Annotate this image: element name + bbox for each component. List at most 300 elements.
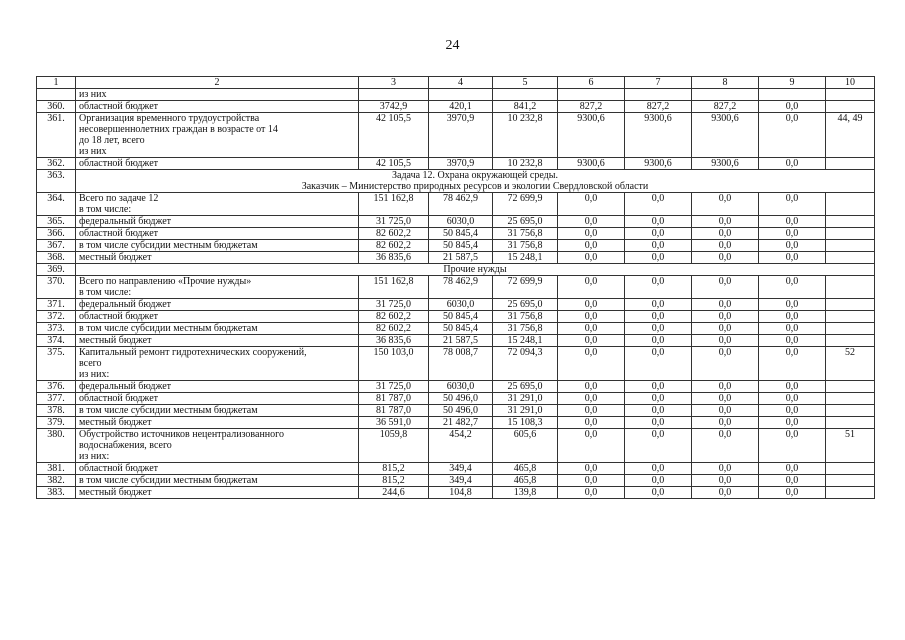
description-line: областной бюджет xyxy=(79,101,159,112)
value-cell: 104,8 xyxy=(429,487,493,499)
table-row xyxy=(37,405,875,417)
row-description xyxy=(76,487,359,499)
value-cell: 0,0 xyxy=(625,299,692,311)
description-line: в том числе: xyxy=(79,287,132,298)
row-description xyxy=(76,393,359,405)
table-row xyxy=(37,101,875,113)
value-cell: 42 105,5 xyxy=(359,113,429,158)
value-cell: 0,0 xyxy=(759,158,826,170)
value-cell: 42 105,5 xyxy=(359,158,429,170)
value-cell: 21 482,7 xyxy=(429,417,493,429)
row-description xyxy=(76,463,359,475)
value-cell: 31 756,8 xyxy=(493,323,558,335)
row-description xyxy=(76,193,359,216)
value-cell: 0,0 xyxy=(625,429,692,463)
table-row xyxy=(37,487,875,499)
table-row xyxy=(37,393,875,405)
value-cell: 465,8 xyxy=(493,463,558,475)
value-cell: 81 787,0 xyxy=(359,405,429,417)
description-line: водоснабжения, всего xyxy=(79,440,172,451)
value-cell: 15 248,1 xyxy=(493,335,558,347)
description-line: Организация временного трудоустройства xyxy=(79,113,260,124)
description-line: областной бюджет xyxy=(79,228,159,239)
row-number: 383. xyxy=(37,487,76,499)
row-description xyxy=(76,475,359,487)
value-cell: 465,8 xyxy=(493,475,558,487)
value-cell xyxy=(826,193,875,216)
value-cell: 81 787,0 xyxy=(359,393,429,405)
description-line: областной бюджет xyxy=(79,393,159,404)
value-cell: 9300,6 xyxy=(558,113,625,158)
table-row xyxy=(37,417,875,429)
value-cell: 50 845,4 xyxy=(429,323,493,335)
row-description xyxy=(76,276,359,299)
value-cell: 0,0 xyxy=(625,228,692,240)
value-cell: 0,0 xyxy=(692,429,759,463)
value-cell: 78 462,9 xyxy=(429,276,493,299)
value-cell: 6030,0 xyxy=(429,216,493,228)
row-number: 367. xyxy=(37,240,76,252)
value-cell: 15 248,1 xyxy=(493,252,558,264)
value-cell: 0,0 xyxy=(692,276,759,299)
value-cell xyxy=(826,475,875,487)
value-cell: 0,0 xyxy=(759,463,826,475)
row-description xyxy=(76,405,359,417)
table-row xyxy=(37,347,875,381)
value-cell: 72 699,9 xyxy=(493,193,558,216)
value-cell: 0,0 xyxy=(692,252,759,264)
description-line: федеральный бюджет xyxy=(79,216,172,227)
description-line: Всего по направлению «Прочие нужды» xyxy=(79,276,252,287)
description-line: областной бюджет xyxy=(79,463,159,474)
value-cell: 0,0 xyxy=(692,487,759,499)
row-number: 368. xyxy=(37,252,76,264)
value-cell: 841,2 xyxy=(493,101,558,113)
row-number: 382. xyxy=(37,475,76,487)
row-number xyxy=(37,89,76,101)
value-cell: 0,0 xyxy=(759,299,826,311)
value-cell: 0,0 xyxy=(625,393,692,405)
value-cell: 51 xyxy=(826,429,875,463)
description-line: местный бюджет xyxy=(79,487,152,498)
value-cell: 0,0 xyxy=(625,252,692,264)
value-cell: 50 845,4 xyxy=(429,240,493,252)
value-cell: 0,0 xyxy=(625,347,692,381)
value-cell xyxy=(826,417,875,429)
description-line: областной бюджет xyxy=(79,311,159,322)
value-cell: 31 291,0 xyxy=(493,405,558,417)
description-line: из них xyxy=(79,146,107,157)
value-cell: 0,0 xyxy=(759,429,826,463)
column-header: 2 xyxy=(76,77,359,89)
value-cell xyxy=(826,463,875,475)
value-cell: 0,0 xyxy=(625,405,692,417)
table-row xyxy=(37,429,875,463)
table-row xyxy=(37,252,875,264)
value-cell: 0,0 xyxy=(692,417,759,429)
row-number: 376. xyxy=(37,381,76,393)
value-cell: 10 232,8 xyxy=(493,158,558,170)
value-cell: 139,8 xyxy=(493,487,558,499)
value-cell: 0,0 xyxy=(625,216,692,228)
description-line: Прочие нужды xyxy=(443,264,507,275)
table-row xyxy=(37,335,875,347)
description-line: Обустройство источников нецентрализованного xyxy=(79,429,285,440)
value-cell: 0,0 xyxy=(692,299,759,311)
value-cell: 0,0 xyxy=(558,240,625,252)
value-cell: 0,0 xyxy=(692,393,759,405)
value-cell: 0,0 xyxy=(625,193,692,216)
column-header: 5 xyxy=(493,77,558,89)
value-cell: 0,0 xyxy=(558,335,625,347)
value-cell xyxy=(826,323,875,335)
value-cell: 815,2 xyxy=(359,463,429,475)
value-cell: 0,0 xyxy=(692,240,759,252)
description-line: в том числе субсидии местным бюджетам xyxy=(79,475,258,486)
value-cell xyxy=(429,89,493,101)
value-cell: 0,0 xyxy=(759,240,826,252)
value-cell: 50 845,4 xyxy=(429,228,493,240)
value-cell: 31 756,8 xyxy=(493,240,558,252)
row-number: 372. xyxy=(37,311,76,323)
row-description xyxy=(76,311,359,323)
table-row xyxy=(37,381,875,393)
value-cell: 0,0 xyxy=(625,240,692,252)
row-number: 381. xyxy=(37,463,76,475)
value-cell: 420,1 xyxy=(429,101,493,113)
value-cell: 0,0 xyxy=(759,347,826,381)
value-cell: 0,0 xyxy=(692,228,759,240)
value-cell: 0,0 xyxy=(625,323,692,335)
value-cell: 0,0 xyxy=(558,417,625,429)
value-cell: 0,0 xyxy=(692,405,759,417)
value-cell: 0,0 xyxy=(759,323,826,335)
table-row xyxy=(37,240,875,252)
value-cell: 9300,6 xyxy=(625,158,692,170)
value-cell: 0,0 xyxy=(558,276,625,299)
value-cell: 0,0 xyxy=(558,393,625,405)
value-cell: 0,0 xyxy=(692,335,759,347)
value-cell: 0,0 xyxy=(558,193,625,216)
section-caption xyxy=(76,264,875,276)
row-description xyxy=(76,429,359,463)
value-cell: 21 587,5 xyxy=(429,335,493,347)
description-line: несовершеннолетних граждан в возрасте от 14 xyxy=(79,124,278,135)
row-number: 373. xyxy=(37,323,76,335)
row-description xyxy=(76,335,359,347)
row-number: 379. xyxy=(37,417,76,429)
column-header: 8 xyxy=(692,77,759,89)
row-number: 377. xyxy=(37,393,76,405)
row-number: 362. xyxy=(37,158,76,170)
value-cell: 44, 49 xyxy=(826,113,875,158)
value-cell: 82 602,2 xyxy=(359,311,429,323)
value-cell: 0,0 xyxy=(558,463,625,475)
table-row xyxy=(37,276,875,299)
value-cell xyxy=(826,89,875,101)
row-description xyxy=(76,381,359,393)
value-cell: 0,0 xyxy=(558,381,625,393)
value-cell: 244,6 xyxy=(359,487,429,499)
value-cell: 50 845,4 xyxy=(429,311,493,323)
value-cell: 0,0 xyxy=(759,193,826,216)
value-cell: 0,0 xyxy=(692,475,759,487)
section-caption-row xyxy=(37,264,875,276)
value-cell: 0,0 xyxy=(759,276,826,299)
value-cell xyxy=(625,89,692,101)
value-cell: 0,0 xyxy=(692,216,759,228)
table-row xyxy=(37,113,875,158)
value-cell xyxy=(826,335,875,347)
description-line: в том числе: xyxy=(79,204,132,215)
table-row xyxy=(37,89,875,101)
value-cell: 36 835,6 xyxy=(359,252,429,264)
value-cell xyxy=(826,158,875,170)
value-cell: 0,0 xyxy=(558,405,625,417)
value-cell xyxy=(826,405,875,417)
value-cell: 0,0 xyxy=(558,216,625,228)
value-cell: 25 695,0 xyxy=(493,216,558,228)
value-cell: 0,0 xyxy=(558,299,625,311)
value-cell: 0,0 xyxy=(759,335,826,347)
value-cell: 815,2 xyxy=(359,475,429,487)
description-line: в том числе субсидии местным бюджетам xyxy=(79,323,258,334)
column-header: 10 xyxy=(826,77,875,89)
value-cell: 9300,6 xyxy=(692,158,759,170)
value-cell xyxy=(826,101,875,113)
row-description xyxy=(76,347,359,381)
description-line: федеральный бюджет xyxy=(79,381,172,392)
page-number: 24 xyxy=(445,38,460,53)
value-cell: 0,0 xyxy=(759,405,826,417)
value-cell xyxy=(826,252,875,264)
value-cell: 0,0 xyxy=(558,487,625,499)
row-number: 366. xyxy=(37,228,76,240)
value-cell: 0,0 xyxy=(759,475,826,487)
value-cell: 6030,0 xyxy=(429,299,493,311)
row-number: 370. xyxy=(37,276,76,299)
value-cell: 0,0 xyxy=(692,311,759,323)
value-cell: 72 094,3 xyxy=(493,347,558,381)
description-line: федеральный бюджет xyxy=(79,299,172,310)
value-cell: 827,2 xyxy=(692,101,759,113)
table-body xyxy=(37,89,875,499)
value-cell: 454,2 xyxy=(429,429,493,463)
value-cell: 0,0 xyxy=(558,311,625,323)
value-cell xyxy=(692,89,759,101)
value-cell xyxy=(826,381,875,393)
value-cell: 0,0 xyxy=(625,463,692,475)
value-cell: 349,4 xyxy=(429,475,493,487)
value-cell: 0,0 xyxy=(625,311,692,323)
row-description xyxy=(76,417,359,429)
value-cell: 3742,9 xyxy=(359,101,429,113)
row-number: 360. xyxy=(37,101,76,113)
value-cell: 0,0 xyxy=(625,417,692,429)
value-cell: 50 496,0 xyxy=(429,393,493,405)
description-line: в том числе субсидии местным бюджетам xyxy=(79,240,258,251)
value-cell: 78 008,7 xyxy=(429,347,493,381)
value-cell: 15 108,3 xyxy=(493,417,558,429)
description-line: областной бюджет xyxy=(79,158,159,169)
value-cell: 10 232,8 xyxy=(493,113,558,158)
value-cell: 0,0 xyxy=(759,487,826,499)
value-cell: 827,2 xyxy=(625,101,692,113)
value-cell: 82 602,2 xyxy=(359,323,429,335)
column-header: 4 xyxy=(429,77,493,89)
value-cell: 3970,9 xyxy=(429,158,493,170)
value-cell: 25 695,0 xyxy=(493,381,558,393)
value-cell: 0,0 xyxy=(759,381,826,393)
value-cell: 78 462,9 xyxy=(429,193,493,216)
row-number: 380. xyxy=(37,429,76,463)
value-cell: 0,0 xyxy=(759,311,826,323)
value-cell: 0,0 xyxy=(759,228,826,240)
value-cell: 50 496,0 xyxy=(429,405,493,417)
value-cell: 52 xyxy=(826,347,875,381)
budget-table xyxy=(36,76,875,499)
description-line: до 18 лет, всего xyxy=(79,135,145,146)
value-cell: 0,0 xyxy=(558,429,625,463)
value-cell xyxy=(493,89,558,101)
row-number: 363. xyxy=(37,170,76,193)
row-number: 365. xyxy=(37,216,76,228)
value-cell: 0,0 xyxy=(759,252,826,264)
value-cell xyxy=(826,240,875,252)
value-cell: 0,0 xyxy=(625,276,692,299)
value-cell: 9300,6 xyxy=(625,113,692,158)
value-cell: 21 587,5 xyxy=(429,252,493,264)
value-cell xyxy=(826,393,875,405)
value-cell: 0,0 xyxy=(692,381,759,393)
row-description xyxy=(76,158,359,170)
value-cell: 31 756,8 xyxy=(493,228,558,240)
row-description xyxy=(76,216,359,228)
description-line: из них: xyxy=(79,451,110,462)
value-cell: 0,0 xyxy=(558,228,625,240)
value-cell: 9300,6 xyxy=(558,158,625,170)
table-row xyxy=(37,463,875,475)
row-number: 369. xyxy=(37,264,76,276)
value-cell: 151 162,8 xyxy=(359,276,429,299)
value-cell xyxy=(826,276,875,299)
value-cell: 0,0 xyxy=(625,381,692,393)
value-cell: 1059,8 xyxy=(359,429,429,463)
value-cell xyxy=(826,299,875,311)
value-cell: 0,0 xyxy=(625,487,692,499)
table-row xyxy=(37,323,875,335)
table-row xyxy=(37,475,875,487)
value-cell: 349,4 xyxy=(429,463,493,475)
value-cell: 0,0 xyxy=(558,252,625,264)
value-cell: 827,2 xyxy=(558,101,625,113)
row-description xyxy=(76,323,359,335)
value-cell: 0,0 xyxy=(759,216,826,228)
value-cell: 36 591,0 xyxy=(359,417,429,429)
column-header: 1 xyxy=(37,77,76,89)
value-cell: 31 756,8 xyxy=(493,311,558,323)
table-row xyxy=(37,311,875,323)
value-cell: 0,0 xyxy=(625,335,692,347)
value-cell xyxy=(826,216,875,228)
row-description xyxy=(76,113,359,158)
value-cell: 0,0 xyxy=(759,101,826,113)
value-cell: 6030,0 xyxy=(429,381,493,393)
value-cell: 31 291,0 xyxy=(493,393,558,405)
value-cell: 9300,6 xyxy=(692,113,759,158)
section-caption xyxy=(76,170,875,193)
value-cell: 0,0 xyxy=(759,393,826,405)
value-cell: 0,0 xyxy=(692,323,759,335)
header-row xyxy=(37,77,875,89)
table-row xyxy=(37,299,875,311)
value-cell: 0,0 xyxy=(759,113,826,158)
description-line: всего xyxy=(79,358,102,369)
description-line: в том числе субсидии местным бюджетам xyxy=(79,405,258,416)
value-cell: 36 835,6 xyxy=(359,335,429,347)
row-description xyxy=(76,101,359,113)
value-cell xyxy=(558,89,625,101)
value-cell xyxy=(759,89,826,101)
row-description xyxy=(76,299,359,311)
description-line: местный бюджет xyxy=(79,417,152,428)
description-line: из них xyxy=(79,89,107,100)
row-number: 378. xyxy=(37,405,76,417)
description-line: Капитальный ремонт гидротехнических сооружений, xyxy=(79,347,307,358)
value-cell: 3970,9 xyxy=(429,113,493,158)
column-header: 6 xyxy=(558,77,625,89)
value-cell: 0,0 xyxy=(625,475,692,487)
column-header: 9 xyxy=(759,77,826,89)
table-row xyxy=(37,193,875,216)
description-line: местный бюджет xyxy=(79,252,152,263)
value-cell: 605,6 xyxy=(493,429,558,463)
description-line: местный бюджет xyxy=(79,335,152,346)
value-cell: 72 699,9 xyxy=(493,276,558,299)
value-cell: 0,0 xyxy=(692,347,759,381)
description-line: Заказчик – Министерство природных ресурсов и экологии Свердловской области xyxy=(301,181,649,192)
value-cell xyxy=(826,311,875,323)
value-cell: 82 602,2 xyxy=(359,228,429,240)
row-number: 361. xyxy=(37,113,76,158)
value-cell xyxy=(826,228,875,240)
table-row xyxy=(37,158,875,170)
description-line: Всего по задаче 12 xyxy=(79,193,159,204)
value-cell: 0,0 xyxy=(692,463,759,475)
value-cell: 31 725,0 xyxy=(359,216,429,228)
row-description xyxy=(76,240,359,252)
value-cell: 150 103,0 xyxy=(359,347,429,381)
value-cell: 25 695,0 xyxy=(493,299,558,311)
value-cell xyxy=(359,89,429,101)
row-description xyxy=(76,228,359,240)
section-caption-row xyxy=(37,170,875,193)
row-number: 364. xyxy=(37,193,76,216)
row-description xyxy=(76,252,359,264)
table-row xyxy=(37,216,875,228)
row-number: 374. xyxy=(37,335,76,347)
table-row xyxy=(37,228,875,240)
description-line: Задача 12. Охрана окружающей среды. xyxy=(392,170,558,181)
value-cell: 0,0 xyxy=(558,323,625,335)
value-cell: 82 602,2 xyxy=(359,240,429,252)
value-cell xyxy=(826,487,875,499)
column-header: 7 xyxy=(625,77,692,89)
value-cell: 0,0 xyxy=(759,417,826,429)
value-cell: 31 725,0 xyxy=(359,381,429,393)
value-cell: 0,0 xyxy=(692,193,759,216)
row-number: 371. xyxy=(37,299,76,311)
